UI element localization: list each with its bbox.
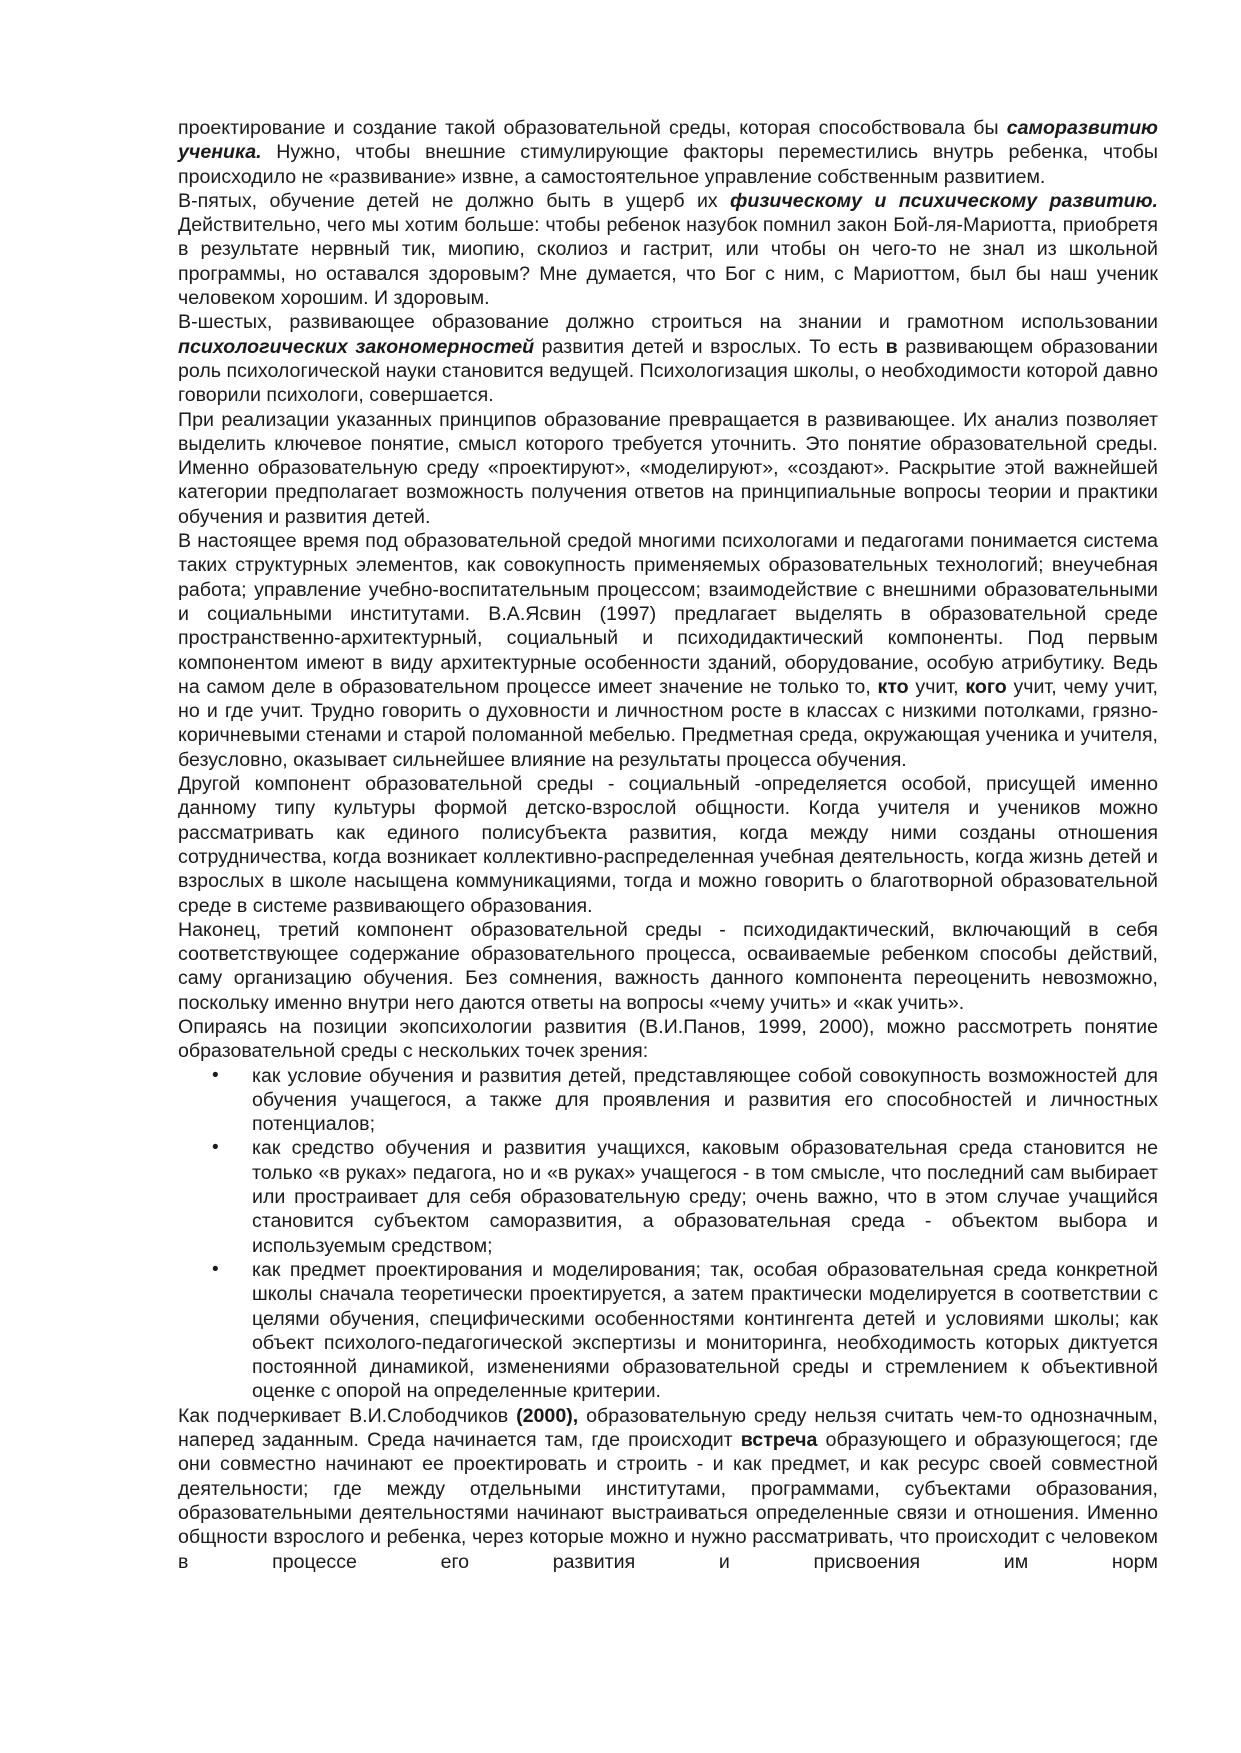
list-item xyxy=(212,1136,1158,1257)
emphasis-text: саморазвитию ученика. xyxy=(178,117,1158,164)
emphasis-text: физическому и психическому развитию. xyxy=(730,189,1158,212)
text-run: В-шестых, развивающее образование должно строиться на знании и грамотном использовании xyxy=(178,311,1158,334)
list-item-text: как условие обучения и развития детей, представляющее собой совокупность возможностей для обучения учащегося, а также для проявления и развития его способностей и личностных потенциалов; xyxy=(252,1064,1158,1136)
bold-text: в xyxy=(885,335,898,358)
text-run: проектирование и создание такой образовательной среды, которая способствовала бы xyxy=(178,117,1007,139)
text-run: Действительно, чего мы хотим больше: чтобы ребенок назубок помнил закон Бой-ля-Мариотта, приобретя в результате нервный тик, миопию, сколиоз и гастрит, или чтобы он чего-то не знал из школьной программы, но оставался здоровым? Мне думается, что Бог с ним, с Мариоттом, был бы наш ученик человеком хорошим. И здоровым. xyxy=(178,214,1158,310)
text-run: развивающем образовании роль психологической науки становится ведущей. Психологизация школы, о необходимости которой давно говорили психологи, совершается. xyxy=(178,335,1158,407)
text-run: Нужно, чтобы внешние стимулирующие факторы переместились внутрь ребенка, чтобы происходило не «развивание» извне, а самостоятельное управление собственным развитием. xyxy=(178,141,1158,188)
paragraph-fifth-principle xyxy=(178,189,1158,310)
paragraph-social-component: Другой компонент образовательной среды - социальный -определяется особой, присущей именно данному типу культуры формой детско-взрослой общности. Когда учителя и учеников можно рассматривать как единого полисубъекта развития, когда между ними созданы отношения сотрудничества, когда возникает коллективно-распределенная учебная деятельность, когда жизнь детей и взрослых в школе насыщена коммуникациями, тогда и можно говорить о благотворной образовательной среде в системе развивающего образования. xyxy=(178,773,1158,917)
text-run: образовательную среду нельзя считать чем-то однозначным, наперед заданным. Среда начинается там, где происходит xyxy=(178,1404,1158,1452)
text-run: учит, xyxy=(908,675,966,698)
text-run: образующего и образующегося; где они совместно начинают ее проектировать и строить - и как предмет, и как ресурс своей совместной деятельности; где между отдельными институтами, программами, субъектами образования, образовательными деятельностями начинают выстраиваться определенные связи и отношения. Именно общности взрослого и ребенка, через которые можно и нужно рассматривать, что происходит с человеком в процессе его развития и присвоения им норм xyxy=(178,1429,1158,1573)
body-text xyxy=(178,116,1158,1574)
list-item-text: как средство обучения и развития учащихся, каковым образовательная среда становится не только «в руках» педагога, но и «в руках» учащегося - в том смысле, что последний сам выбирает или простраивает для себя образовательную среду; очень важно, что в этом случае учащийся становится субъектом саморазвития, а образовательная среда - объектом выбора и используемым средством; xyxy=(252,1137,1158,1257)
bold-text: кого xyxy=(965,675,1007,698)
bold-text: кто xyxy=(877,675,909,698)
paragraph-educational-environment-concept: При реализации указанных принципов образование превращается в развивающее. Их анализ позволяет выделить ключевое понятие, смысл которого требуется уточнить. Это понятие образовательной среды. Именно образовательную среду «проектируют», «моделируют», «создают». Раскрытие этой важнейшей категории предполагает возможность получения ответов на принципиальные вопросы теории и практики обучения и развития детей. xyxy=(178,408,1158,528)
bullet-icon: • xyxy=(212,1064,219,1086)
text-run: Как подчеркивает В.И.Слободчиков xyxy=(178,1404,517,1427)
paragraph-psychodidactic-component: Наконец, третий компонент образовательной среды - психодидактический, включающий в себя соответствующее содержание образовательного процесса, осваиваемые ребенком способы действий, саму организацию обучения. Без сомнения, важность данного компонента переоценить невозможно, поскольку именно внутри него даются ответы на вопросы «чему учить» и «как учить». xyxy=(178,918,1158,1014)
paragraph-ecopsychology: Опираясь на позиции экопсихологии развития (В.И.Панов, 1999, 2000), можно рассмотреть понятие образовательной среды с нескольких точек зрения: xyxy=(178,1015,1158,1063)
bold-text: встреча xyxy=(740,1429,818,1452)
text-run: В настоящее время под образовательной средой многими психологами и педагогами понимается система таких структурных элементов, как совокупность применяемых образовательных технологий; внеучебная работа; управление учебно-воспитательным процессом; взаимодействие с внешними образовательными и социальными институтами. В.А.Ясвин (1997) предлагает выделять в образовательной среде пространственно-архитектурный, социальный и психодидактический компоненты. Под первым компонентом имеют в виду архитектурные особенности зданий, оборудование, особую атрибутику. Ведь на самом деле в образовательном процессе имеет значение не только то, xyxy=(178,530,1158,698)
text-run: учит, чему учит, но и где учит. Трудно говорить о духовности и личностном росте в классах с низкими потолками, грязно-коричневыми стенами и старой поломанной мебелью. Предметная среда, окружающая ученика и учителя, безусловно, оказывает сильнейшее влияние на результаты процесса обучения. xyxy=(178,675,1158,771)
bullet-icon: • xyxy=(212,1137,219,1159)
emphasis-text: психологических закономерностей xyxy=(178,335,535,358)
bold-text: (2000), xyxy=(516,1404,579,1427)
bullet-icon: • xyxy=(212,1258,219,1280)
list-item-text: как предмет проектирования и моделирования; так, особая образовательная среда конкретной школы сначала теоретически проектируется, а затем практически моделируется в соответствии с целями обучения, специфическими особенностями контингента детей и условиями школы; как объект психолого-педагогической экспертизы и мониторинга, необходимость которых диктуется постоянной динамикой, изменениями образовательной среды и стремлением к объективной оценке с опорой на определенные критерии. xyxy=(252,1258,1158,1403)
paragraph-self-development xyxy=(178,116,1158,189)
text-run: развития детей и взрослых. То есть xyxy=(534,335,886,358)
list-item xyxy=(212,1064,1158,1137)
paragraph-sixth-principle xyxy=(178,310,1158,407)
viewpoints-list xyxy=(178,1064,1158,1404)
paragraph-slobodchikov xyxy=(178,1404,1158,1574)
list-item xyxy=(212,1258,1158,1404)
text-run: В-пятых, обучение детей не должно быть в ущерб их xyxy=(178,189,731,212)
paragraph-environment-components xyxy=(178,529,1158,772)
